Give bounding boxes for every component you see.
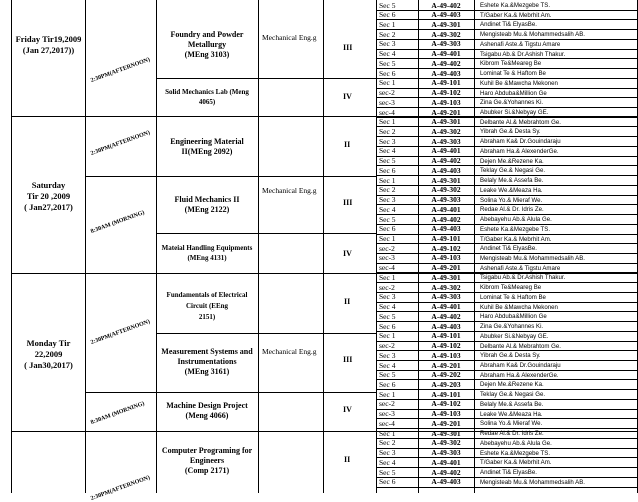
room-code: A-49-203 — [431, 379, 461, 389]
invigilators: Delbante Al.& Mebrahtom Ge. — [480, 118, 561, 126]
section-label: sec-2 — [379, 243, 395, 253]
invigilators: Belaly Me.& Assefa Be. — [480, 400, 544, 408]
invigilators: Andinet Ti& ElyasBe. — [480, 469, 537, 477]
room-code: A-49-201 — [431, 360, 461, 370]
section-label: Sec 5 — [379, 58, 396, 68]
room-code: A-49-401 — [431, 49, 461, 59]
section-label: Sec 4 — [379, 204, 396, 214]
room-code: A-49-402 — [431, 0, 461, 10]
column-divider — [258, 0, 259, 493]
invigilators: Teklay Ge.& Negasi Ge. — [480, 391, 546, 399]
section-label: Sec 1 — [379, 389, 396, 399]
room-code: A-49-101 — [431, 78, 461, 88]
invigilators: Abubker Si.&Nebyay GE. — [480, 332, 549, 340]
room-code: A-49-103 — [431, 350, 461, 360]
invigilators: Solina Yo.& Mieraf We. — [480, 196, 543, 204]
course-divider — [156, 78, 376, 79]
room-code: A-49-403 — [431, 224, 461, 234]
invigilators: T/Gaber Ka.& Mebrhit Am. — [480, 459, 552, 467]
invigilators: Yibrah Ge.& Desta Sy. — [480, 352, 541, 360]
course-title: Machine Design Project (Meng 4066) — [166, 401, 248, 420]
invigilators: Zina Ge.&Yohannes Ki. — [480, 99, 544, 107]
invigilators: Yibrah Ge.& Desta Sy. — [480, 128, 541, 136]
room-code: A-49-103 — [431, 97, 461, 107]
section-label: Sec 6 — [379, 10, 396, 20]
room-code: A-49-301 — [431, 428, 461, 438]
invigilators: Eshete Ka.&Mezgebe TS. — [480, 225, 551, 233]
room-code: A-49-402 — [431, 214, 461, 224]
invigilators: Zina Ge.&Yohannes Ki. — [480, 323, 544, 331]
section-label: sec-4 — [379, 263, 395, 273]
room-code: A-49-202 — [431, 370, 461, 380]
invigilators: Delbante Al.& Mebrahtom Ge. — [480, 342, 561, 350]
section-label: Sec 2 — [379, 126, 396, 136]
room-code: A-49-303 — [431, 39, 461, 49]
section-label: Sec 5 — [379, 214, 396, 224]
section-label: Sec 5 — [379, 467, 396, 477]
exam-time: 2:30PM(AFTERNOON) — [89, 56, 151, 84]
section-label: Sec 2 — [379, 438, 396, 448]
year-level: II — [344, 455, 351, 464]
invigilators: T/Gaber Ka.& Mebrhit Am. — [480, 11, 552, 19]
section-label: sec-3 — [379, 409, 395, 419]
invigilators: Leake We.&Meaza Ha. — [480, 410, 543, 418]
invigilators: Haro Abduba&Million Ge — [480, 313, 547, 321]
section-label: Sec 1 — [379, 175, 396, 185]
section-label: Sec 5 — [379, 370, 396, 380]
course-title: Solid Mechanics Lab (Meng 4065) — [165, 88, 249, 106]
section-label: Sec 3 — [379, 195, 396, 205]
invigilators: Dejen Me.&Rezene Ka. — [480, 381, 544, 389]
course-title: Mateial Handling Equipments (MEng 4131) — [161, 244, 253, 262]
year-level: III — [343, 43, 353, 52]
exam-time: 8:30AM (MORNING) — [89, 400, 146, 426]
room-code: A-49-101 — [431, 389, 461, 399]
invigilators: Kibrom Te&Meareg Be — [480, 60, 542, 68]
room-code: A-49-102 — [431, 243, 461, 253]
course-divider — [156, 176, 376, 177]
section-label: sec-2 — [379, 88, 395, 98]
section-label: Sec 2 — [379, 29, 396, 39]
section-label: Sec 1 — [379, 117, 396, 127]
section-label: Sec 3 — [379, 292, 396, 302]
room-code: A-49-102 — [431, 399, 461, 409]
room-code: A-49-103 — [431, 253, 461, 263]
section-label: Sec 6 — [379, 68, 396, 78]
section-label: Sec 3 — [379, 350, 396, 360]
section-label: Sec 1 — [379, 78, 396, 88]
section-label: sec-2 — [379, 399, 395, 409]
exam-time: 8:30AM (MORNING) — [89, 209, 146, 235]
room-code: A-49-302 — [431, 438, 461, 448]
invigilators: Lominat Te & Haftom Be — [480, 70, 546, 78]
exam-time: 2:30PM(AFTERNOON) — [89, 474, 151, 502]
course-title: Measurement Systems and Instrumentations (MEng 3161) — [161, 347, 253, 376]
section-label: Sec 5 — [379, 311, 396, 321]
section-label: Sec 3 — [379, 136, 396, 146]
room-code: A-49-201 — [431, 418, 461, 428]
time-divider — [85, 176, 156, 177]
room-code: A-49-301 — [431, 117, 461, 127]
invigilators: Mengisteab Mu.& Mohammedsalih AB. — [480, 478, 585, 486]
exam-date: Monday Tir 22,2009 ( Jan30,2017) — [24, 338, 73, 370]
room-code: A-49-302 — [431, 29, 461, 39]
invigilators: Eshete Ka.&Mezgebe TS. — [480, 2, 551, 9]
invigilators: Abraham Ha.& AlexenderGe. — [480, 147, 559, 155]
course-title: Fluid Mechanics II (MEng 2122) — [174, 195, 240, 214]
room-code: A-49-303 — [431, 448, 461, 458]
room-code: A-49-102 — [431, 341, 461, 351]
section-label: Sec 4 — [379, 302, 396, 312]
section-label: Sec 3 — [379, 39, 396, 49]
room-code: A-49-403 — [431, 68, 461, 78]
exam-time: 2:30PM(AFTERNOON) — [89, 318, 151, 346]
invigilators: Redae Al.& Dr. Idris Ze. — [480, 206, 544, 214]
section-label: sec-2 — [379, 282, 395, 292]
invigilators: Tsigabu Ab.& Dr.Ashish Thakur. — [480, 50, 566, 58]
course-title: Fundamentals of Electrical Circuit (EEng 2151) — [166, 291, 248, 321]
section-label: Sec 4 — [379, 457, 396, 467]
room-code: A-49-403 — [431, 477, 461, 487]
section-label: Sec 4 — [379, 146, 396, 156]
section-label: Sec 1 — [379, 272, 396, 282]
room-code: A-49-201 — [431, 107, 461, 117]
exam-date: Friday Tir19,2009 (Jan 27,2017)) — [15, 34, 82, 55]
invigilators: Abebayehu Ab.& Alula Ge. — [480, 439, 552, 447]
room-code: A-49-301 — [431, 272, 461, 282]
room-code: A-49-402 — [431, 156, 461, 166]
section-label: Sec 6 — [379, 321, 396, 331]
section-label: Sec 1 — [379, 19, 396, 29]
time-divider — [85, 392, 156, 393]
room-code: A-49-403 — [431, 10, 461, 20]
course-divider — [156, 233, 376, 234]
room-code: A-49-302 — [431, 126, 461, 136]
invigilators: Eshete Ka.&Mezgebe TS. — [480, 449, 551, 457]
year-level: IV — [343, 92, 352, 101]
department: Mechanical Eng.g — [262, 347, 317, 356]
room-code: A-49-401 — [431, 302, 461, 312]
course-divider — [156, 333, 376, 334]
invigilators: Leake We.&Meaza Ha. — [480, 186, 543, 194]
invigilators: Andinet Ti& ElyasBe. — [480, 245, 537, 253]
invigilators: Abebayehu Ab.& Alula Ge. — [480, 216, 552, 224]
section-label: sec-3 — [379, 253, 395, 263]
invigilators: Abraham Ha.& AlexenderGe. — [480, 371, 559, 379]
section-label: sec-3 — [379, 97, 395, 107]
invigilators: T/Gaber Ka.& Mebrhit Am. — [480, 235, 552, 243]
invigilators: Ashenafi Aste.& Tigstu Amare — [480, 40, 561, 48]
course-title: Foundry and Powder Metallurgy (MEng 3103) — [170, 30, 244, 59]
invigilators: Teklay Ge.& Negasi Ge. — [480, 167, 546, 175]
exam-time: 2:30PM(AFTERNOON) — [89, 129, 151, 157]
section-label: Sec 1 — [379, 331, 396, 341]
room-code: A-49-402 — [431, 58, 461, 68]
section-label: sec-4 — [379, 418, 395, 428]
course-title: Computer Programing for Engineers (Comp 2171) — [161, 446, 253, 475]
department: Mechanical Eng.g — [262, 186, 317, 195]
invigilators: Tsigabu Ab.& Dr.Ashish Thakur. — [480, 274, 566, 282]
room-code: A-49-101 — [431, 234, 461, 244]
year-level: III — [343, 198, 353, 207]
room-code: A-49-303 — [431, 136, 461, 146]
room-code: A-49-303 — [431, 292, 461, 302]
section-label: Sec 6 — [379, 379, 396, 389]
room-code: A-49-102 — [431, 88, 461, 98]
invigilators: Mengisteab Mu.& Mohammedsalih AB. — [480, 254, 585, 262]
room-code: A-49-303 — [431, 195, 461, 205]
room-code: A-49-101 — [431, 331, 461, 341]
invigilators: Dejen Me.&Rezene Ka. — [480, 157, 544, 165]
course-title: Engineering Material II(MEng 2092) — [170, 137, 244, 156]
room-code: A-49-401 — [431, 457, 461, 467]
year-level: II — [344, 297, 351, 306]
room-code: A-49-103 — [431, 409, 461, 419]
invigilators: Kibrom Te&Meareg Be — [480, 284, 542, 292]
room-code: A-49-301 — [431, 19, 461, 29]
year-level: II — [344, 140, 351, 149]
exam-date: Saturday Tir 20 ,2009 ( Jan27,2017) — [24, 180, 73, 212]
room-code: A-49-302 — [431, 185, 461, 195]
section-label: Sec 3 — [379, 448, 396, 458]
section-label: Sec 5 — [379, 0, 396, 10]
invigilators: Kuhil Be &Mawcha Mekonen — [480, 79, 558, 87]
invigilators: Abubker Si.&Nebyay GE. — [480, 109, 549, 117]
room-code: A-49-403 — [431, 165, 461, 175]
column-divider — [85, 0, 86, 493]
table-border-left — [11, 0, 12, 493]
year-level: IV — [343, 249, 352, 258]
section-label: Sec 5 — [379, 156, 396, 166]
invigilators: Redae Al.& Dr. Idris Ze. — [480, 430, 544, 438]
invigilators: Solina Yo.& Mieraf We. — [480, 420, 543, 428]
section-label: Sec 2 — [379, 185, 396, 195]
section-label: Sec 1 — [379, 428, 396, 438]
section-label: sec-4 — [379, 107, 395, 117]
invigilators: Kuhil Be &Mawcha Mekonen — [480, 303, 558, 311]
room-code: A-49-402 — [431, 311, 461, 321]
invigilators: Abraham Ka& Dr.Gouindaraju — [480, 362, 561, 369]
room-code: A-49-302 — [431, 282, 461, 292]
section-label: sec-2 — [379, 341, 395, 351]
section-label: Sec 6 — [379, 224, 396, 234]
room-code: A-49-402 — [431, 467, 461, 477]
room-code: A-49-403 — [431, 321, 461, 331]
year-level: IV — [343, 405, 352, 414]
invigilators: Lominat Te & Haftom Be — [480, 293, 546, 301]
invigilators: Andinet Ti& ElyasBe. — [480, 21, 537, 29]
section-label: Sec 6 — [379, 477, 396, 487]
department: Mechanical Eng.g — [262, 33, 317, 42]
room-code: A-49-401 — [431, 204, 461, 214]
invigilators: Haro Abduba&Million Ge — [480, 89, 547, 97]
room-code: A-49-401 — [431, 146, 461, 156]
section-label: Sec 4 — [379, 49, 396, 59]
room-code: A-49-201 — [431, 263, 461, 273]
course-divider — [156, 392, 376, 393]
section-label: Sec 1 — [379, 234, 396, 244]
section-label: Sec 4 — [379, 360, 396, 370]
invigilators: Belaly Me.& Assefa Be. — [480, 177, 544, 185]
column-divider — [323, 0, 324, 493]
section-label: Sec 6 — [379, 165, 396, 175]
room-code: A-49-301 — [431, 175, 461, 185]
invigilators: Abraham Ka& Dr.Gouindaraju — [480, 138, 561, 146]
invigilators: Mengisteab Mu.& Mohammedsalih AB. — [480, 31, 585, 39]
invigilators: Ashenafi Aste.& Tigstu Amare — [480, 264, 561, 272]
year-level: III — [343, 355, 353, 364]
